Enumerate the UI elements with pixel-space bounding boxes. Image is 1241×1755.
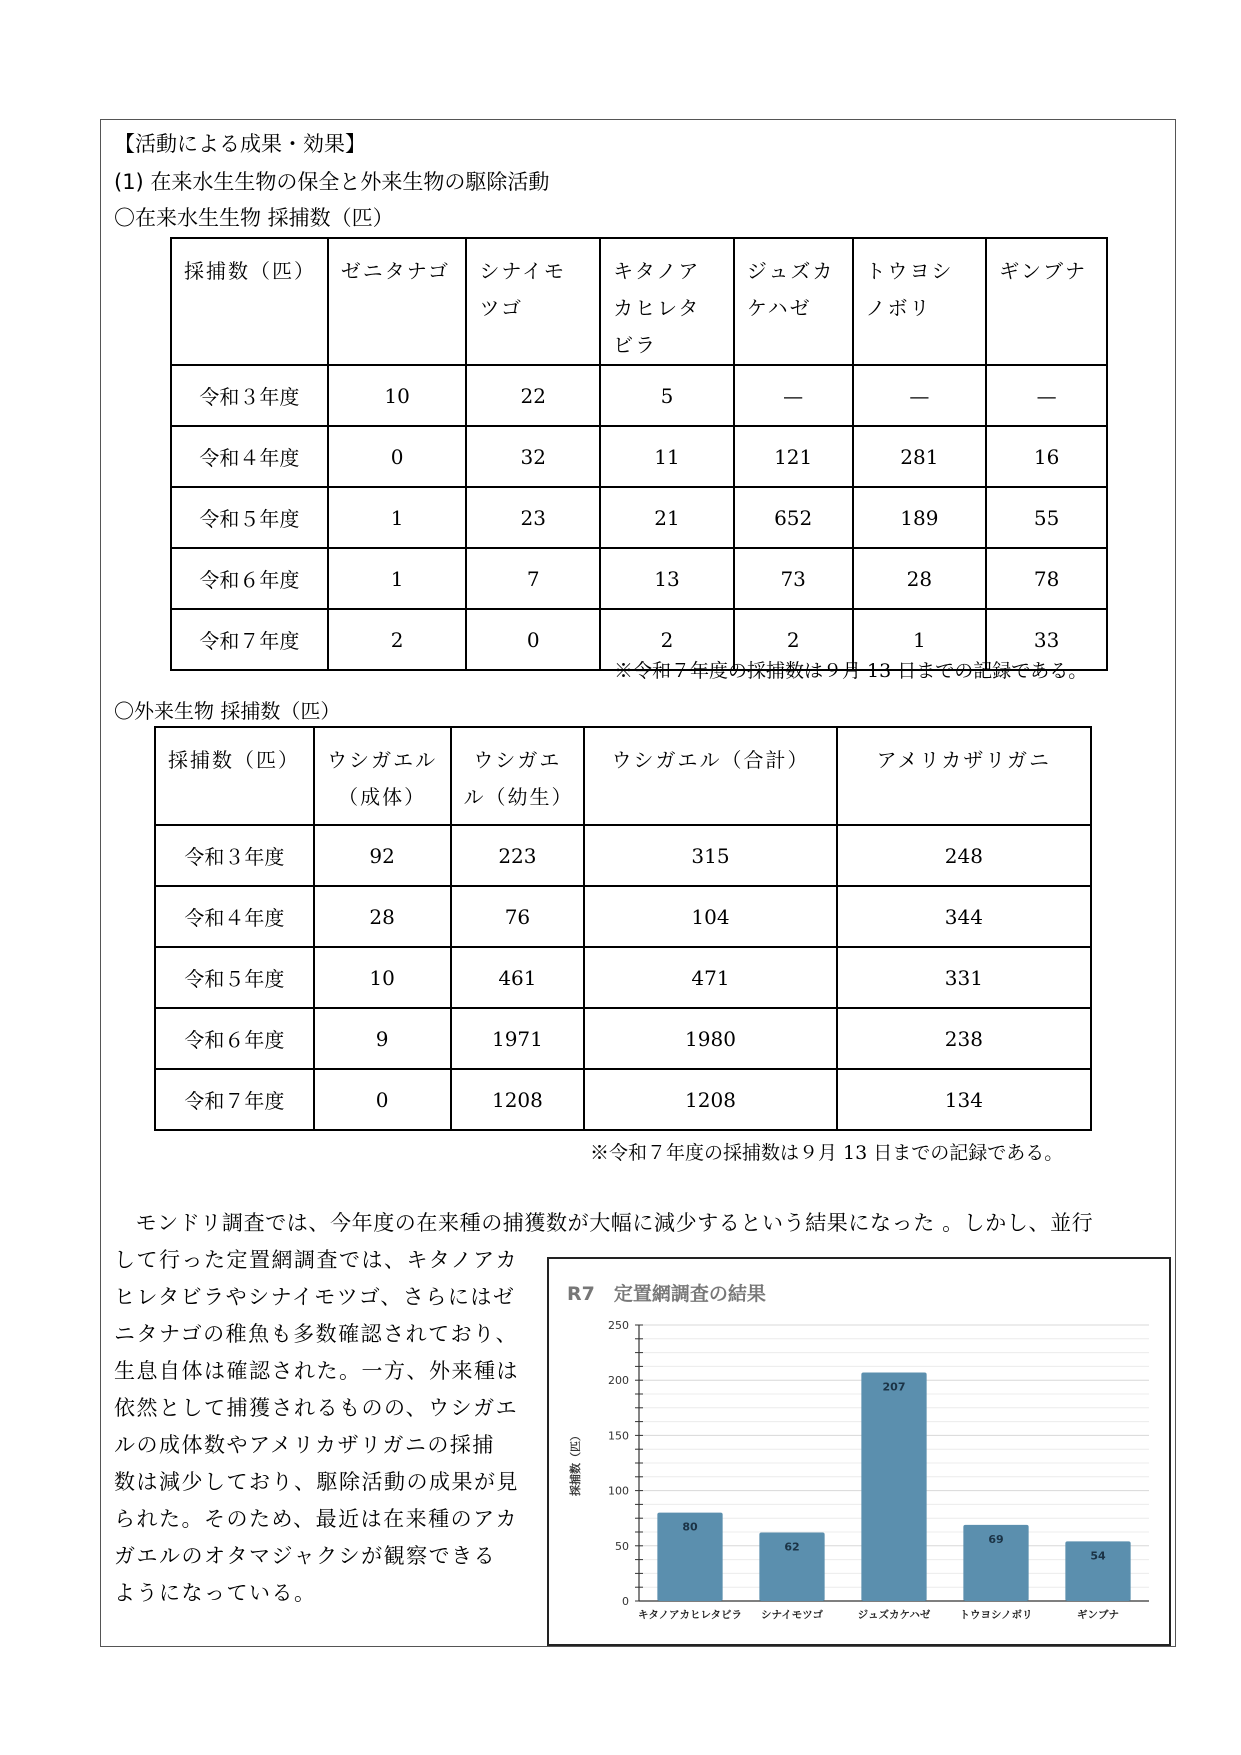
value-cell: 76	[451, 886, 585, 947]
native-col-header: ギンブナ	[986, 238, 1107, 365]
x-tick-label: ジュズカケハゼ	[857, 1609, 931, 1621]
value-cell: 16	[986, 426, 1107, 487]
native-col-header: トウヨシノボリ	[853, 238, 987, 365]
alien-header-label: 採捕数（匹）	[155, 727, 314, 825]
value-cell: 344	[837, 886, 1091, 947]
year-cell: 令和５年度	[155, 947, 314, 1008]
value-cell: 1	[328, 548, 467, 609]
paragraph-line: 依然として捕獲されるものの、ウシガエ	[114, 1396, 519, 1420]
native-header-row	[171, 238, 1107, 365]
value-cell: 189	[853, 487, 987, 548]
alien-species-table	[154, 726, 1092, 1131]
native-row	[171, 548, 1107, 609]
value-cell: 28	[314, 886, 451, 947]
y-tick-label: 100	[608, 1484, 629, 1498]
value-cell: 10	[314, 947, 451, 1008]
alien-col-header: ウシガエル（合計）	[584, 727, 836, 825]
paragraph-line: ルの成体数やアメリカザリガニの採捕	[114, 1433, 495, 1457]
value-cell: 315	[584, 825, 836, 886]
paragraph-line: られた。そのため、最近は在来種のアカ	[114, 1507, 518, 1531]
y-tick-label: 200	[608, 1374, 629, 1388]
native-species-table	[170, 237, 1108, 671]
value-cell: 1208	[451, 1069, 585, 1130]
value-cell: 9	[314, 1008, 451, 1069]
alien-col-header: ウシガエル（幼生）	[451, 727, 585, 825]
alien-row	[155, 1069, 1091, 1130]
alien-col-header: アメリカザリガニ	[837, 727, 1091, 825]
value-cell: 1	[328, 487, 467, 548]
year-cell: 令和５年度	[171, 487, 328, 548]
value-cell: 13	[600, 548, 734, 609]
x-tick-label: キタノアカヒレタビラ	[637, 1609, 743, 1621]
value-cell: 1208	[584, 1069, 836, 1130]
y-tick-label: 50	[615, 1539, 629, 1553]
paragraph-line: ガエルのオタマジャクシが観察できる	[114, 1544, 497, 1568]
native-col-header: ジュズカケハゼ	[734, 238, 853, 365]
value-cell: 121	[734, 426, 853, 487]
y-tick-label: 250	[608, 1319, 629, 1332]
value-cell: 0	[466, 609, 600, 670]
x-tick-label: シナイモツゴ	[760, 1609, 824, 1621]
value-cell: 5	[600, 365, 734, 426]
value-cell: 104	[584, 886, 836, 947]
value-cell: —	[734, 365, 853, 426]
value-cell: 23	[466, 487, 600, 548]
data-label: 69	[988, 1532, 1004, 1546]
section-heading: 【活動による成果・効果】	[114, 132, 366, 156]
alien-row	[155, 947, 1091, 1008]
bar	[861, 1372, 926, 1601]
value-cell: 248	[837, 825, 1091, 886]
data-label: 207	[882, 1380, 906, 1394]
value-cell: 471	[584, 947, 836, 1008]
value-cell: 1	[853, 609, 987, 670]
value-cell: 652	[734, 487, 853, 548]
value-cell: 2	[734, 609, 853, 670]
value-cell: 92	[314, 825, 451, 886]
paragraph-line: ニタナゴの稚魚も多数確認されており、	[114, 1322, 519, 1346]
value-cell: —	[986, 365, 1107, 426]
alien-col-header: ウシガエル（成体）	[314, 727, 451, 825]
year-cell: 令和６年度	[171, 548, 328, 609]
value-cell: 1980	[584, 1008, 836, 1069]
native-table-note: ※令和７年度の採捕数は９月 13 日までの記録である。	[614, 660, 1088, 682]
value-cell: 7	[466, 548, 600, 609]
value-cell: 0	[314, 1069, 451, 1130]
chart-container	[547, 1257, 1171, 1646]
value-cell: —	[853, 365, 987, 426]
alien-table-note: ※令和７年度の採捕数は９月 13 日までの記録である。	[590, 1142, 1064, 1164]
paragraph-line: 生息自体は確認された。一方、外来種は	[114, 1359, 519, 1383]
year-cell: 令和３年度	[171, 365, 328, 426]
x-tick-label: ギンブナ	[1077, 1609, 1119, 1621]
bar-chart	[549, 1259, 1169, 1644]
native-header-label: 採捕数（匹）	[171, 238, 328, 365]
value-cell: 134	[837, 1069, 1091, 1130]
value-cell: 331	[837, 947, 1091, 1008]
value-cell: 0	[328, 426, 467, 487]
x-tick-label: トウヨシノボリ	[959, 1609, 1033, 1621]
y-axis-label: 採捕数（匹）	[569, 1430, 582, 1496]
native-row	[171, 365, 1107, 426]
data-label: 80	[682, 1520, 698, 1534]
paragraph-line: して行った定置網調査では、キタノアカ	[114, 1248, 518, 1272]
value-cell: 32	[466, 426, 600, 487]
value-cell: 2	[600, 609, 734, 670]
value-cell: 10	[328, 365, 467, 426]
alien-header-row	[155, 727, 1091, 825]
alien-row	[155, 825, 1091, 886]
year-cell: 令和４年度	[171, 426, 328, 487]
paragraph-line: モンドリ調査では、今年度の在来種の捕獲数が大幅に減少するという結果になった 。しかし、並行	[114, 1211, 1094, 1235]
year-cell: 令和７年度	[171, 609, 328, 670]
value-cell: 11	[600, 426, 734, 487]
value-cell: 73	[734, 548, 853, 609]
year-cell: 令和３年度	[155, 825, 314, 886]
year-cell: 令和６年度	[155, 1008, 314, 1069]
native-col-header: シナイモツゴ	[466, 238, 600, 365]
native-row	[171, 487, 1107, 548]
value-cell: 33	[986, 609, 1107, 670]
alien-row	[155, 1008, 1091, 1069]
paragraph-line: 数は減少しており、駆除活動の成果が見	[114, 1470, 519, 1494]
year-cell: 令和４年度	[155, 886, 314, 947]
value-cell: 55	[986, 487, 1107, 548]
value-cell: 1971	[451, 1008, 585, 1069]
y-tick-label: 150	[608, 1429, 629, 1443]
value-cell: 238	[837, 1008, 1091, 1069]
value-cell: 21	[600, 487, 734, 548]
data-label: 54	[1090, 1549, 1106, 1563]
paragraph-body	[114, 1242, 519, 1612]
subsection-title: (1) 在来水生生物の保全と外来生物の駆除活動	[114, 170, 550, 194]
alien-table-title: 〇外来生物 採捕数（匹）	[114, 699, 341, 723]
value-cell: 78	[986, 548, 1107, 609]
native-table-title: 〇在来水生生物 採捕数（匹）	[114, 206, 394, 230]
native-col-header: ゼニタナゴ	[328, 238, 467, 365]
data-label: 62	[784, 1540, 800, 1554]
alien-row	[155, 886, 1091, 947]
y-tick-label: 0	[622, 1595, 629, 1608]
value-cell: 28	[853, 548, 987, 609]
paragraph-line: ようになっている。	[114, 1581, 317, 1605]
year-cell: 令和７年度	[155, 1069, 314, 1130]
value-cell: 281	[853, 426, 987, 487]
value-cell: 223	[451, 825, 585, 886]
chart-title: R7 定置網調査の結果	[567, 1283, 766, 1305]
native-row	[171, 426, 1107, 487]
value-cell: 22	[466, 365, 600, 426]
native-col-header: キタノアカヒレタビラ	[600, 238, 734, 365]
value-cell: 461	[451, 947, 585, 1008]
value-cell: 2	[328, 609, 467, 670]
paragraph-line: ヒレタビラやシナイモツゴ、さらにはゼ	[114, 1285, 516, 1309]
